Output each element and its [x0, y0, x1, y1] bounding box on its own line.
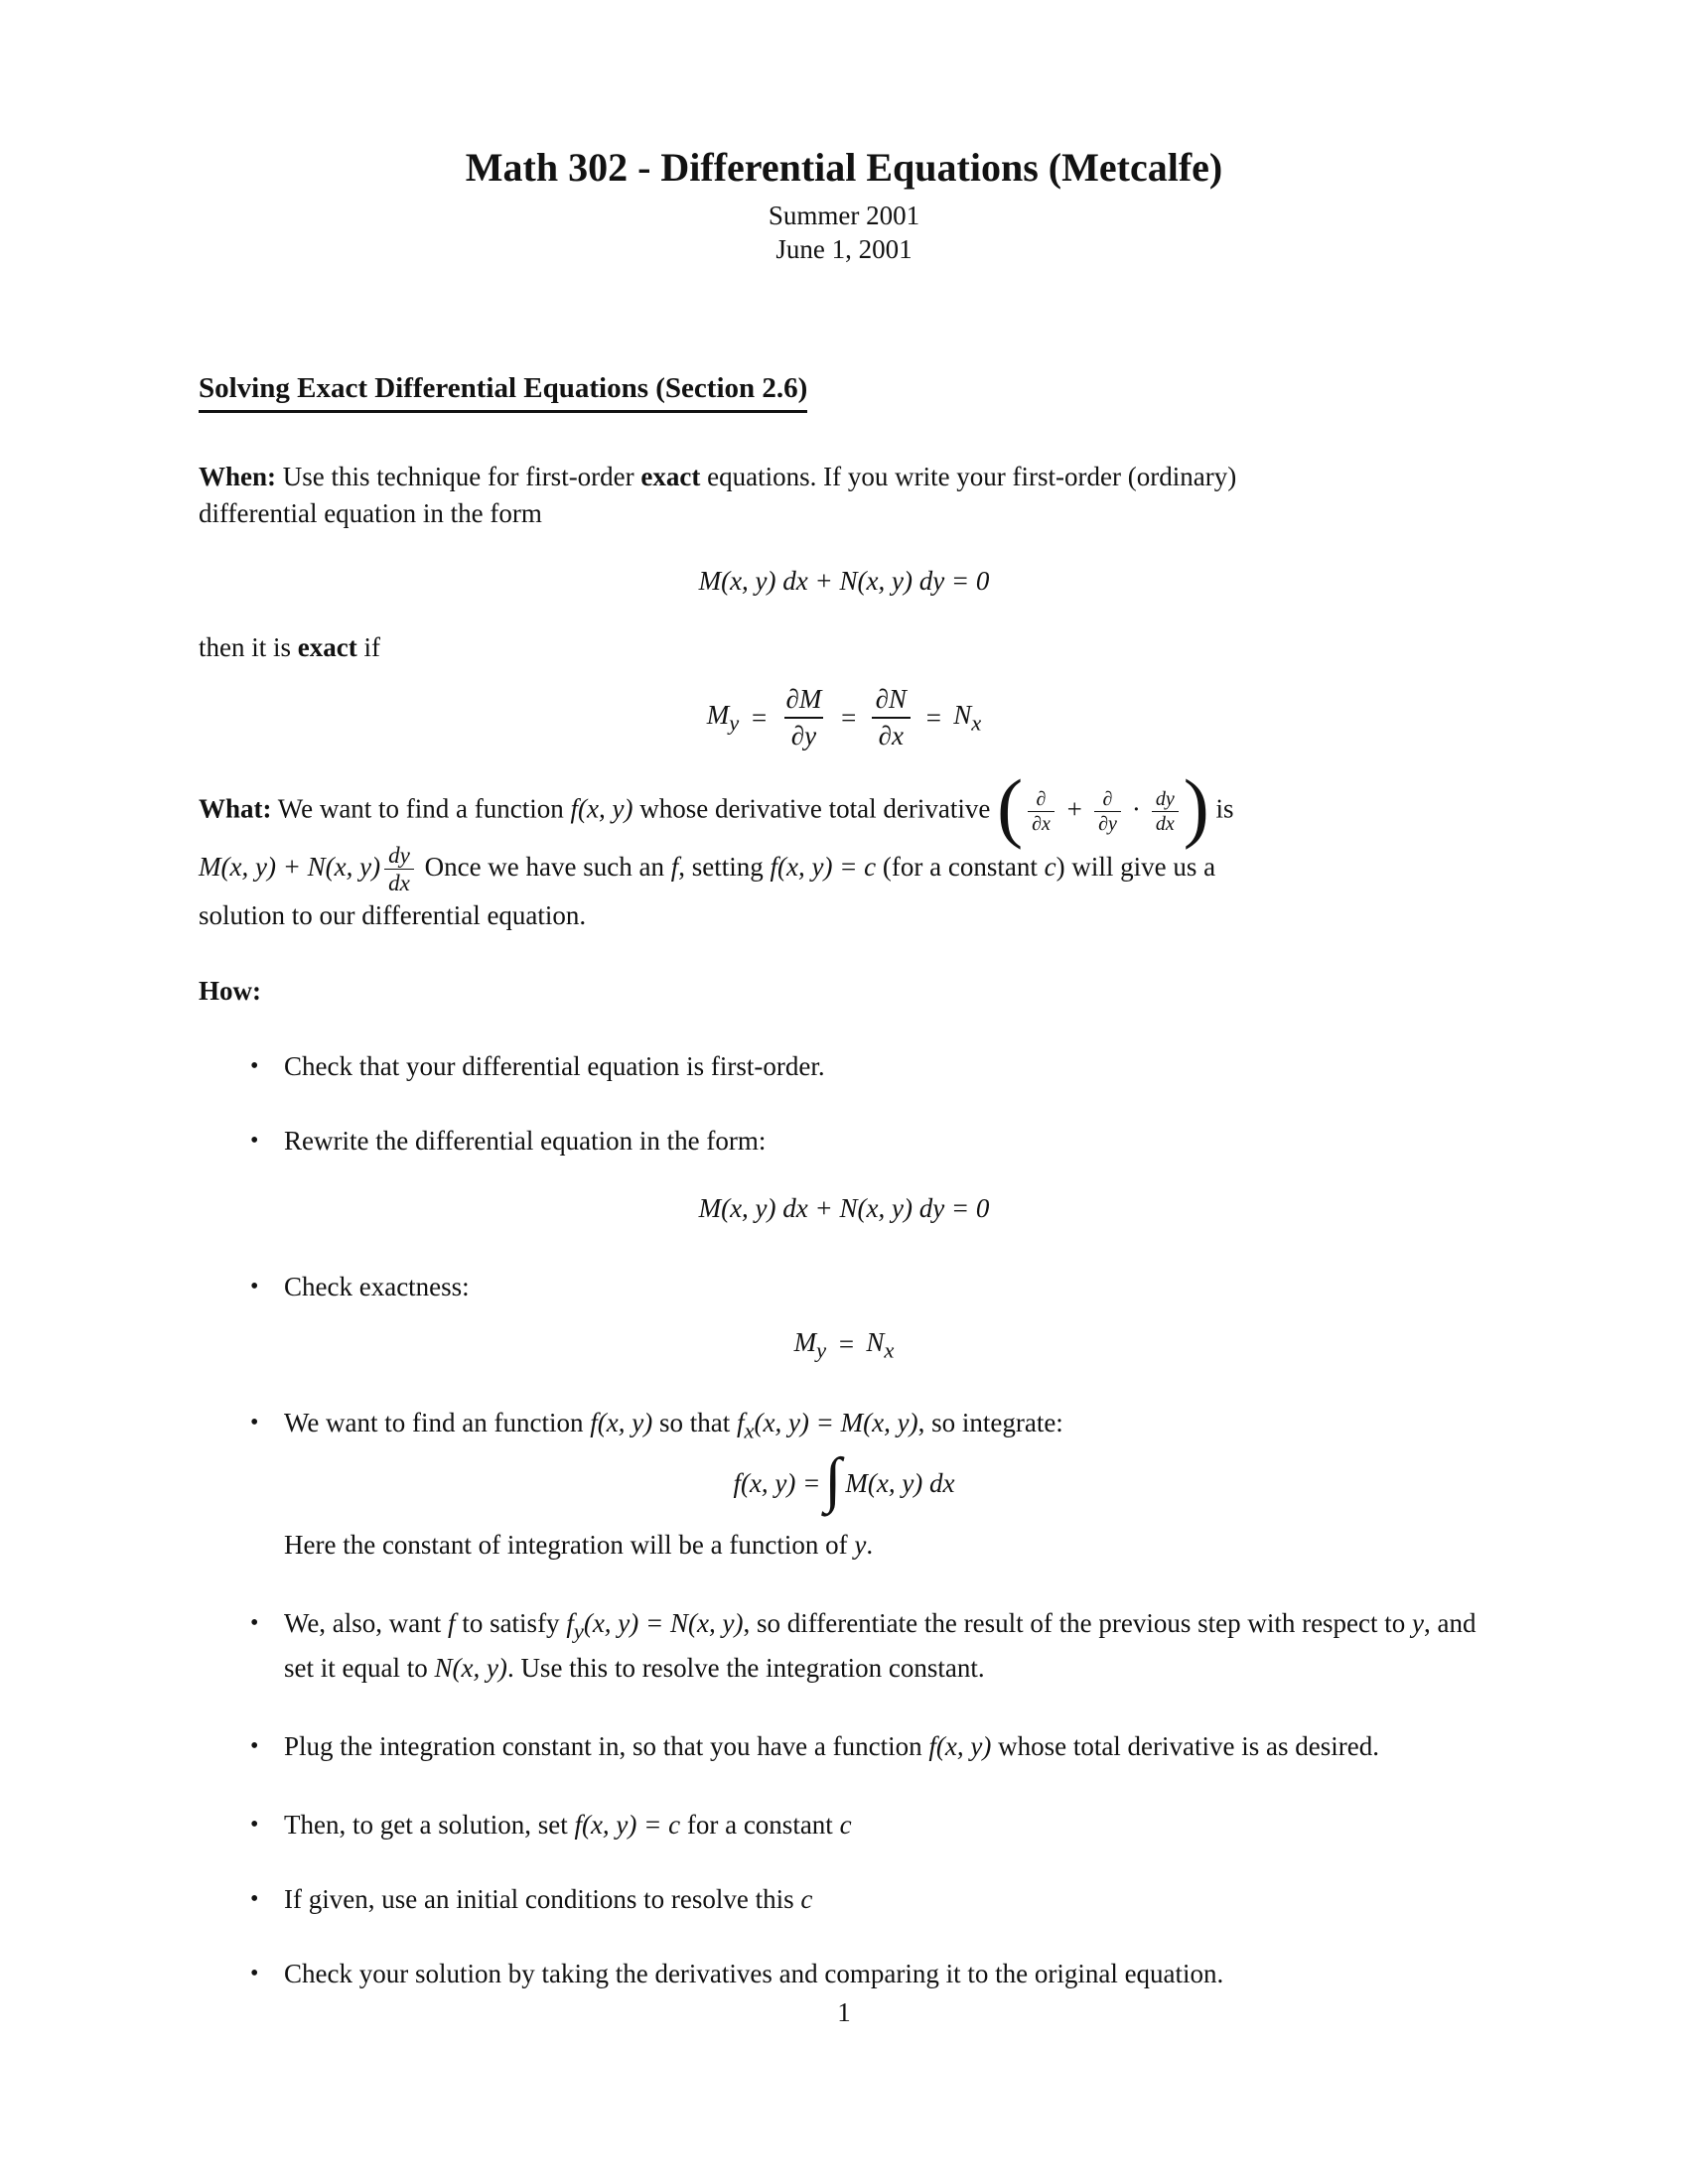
list-item [199, 1881, 1489, 1918]
equals-sign: = [750, 702, 769, 733]
header-block [199, 0, 1489, 266]
step-text: We want to find an function f(x, y) so that $f_x(x$, y) = M(x, y), so integrate: [284, 1408, 1063, 1443]
step-text: Plug the integration constant in, so that you have a function f(x, y) whose total derivative is as desired. [284, 1730, 1379, 1761]
equation-exactness-criterion [199, 682, 1489, 753]
step-text: Check your solution by taking the derivatives and comparing it to the original equation. [284, 1958, 1224, 1988]
what-text-6: (for a constant [876, 852, 1045, 883]
what-math-f: f [670, 852, 679, 883]
equation-my-nx [199, 1327, 1489, 1363]
term-label: Summer 2001 [768, 201, 920, 230]
then-line [199, 629, 1489, 666]
when-bold-exact: exact [640, 462, 701, 491]
bullet-icon: • [250, 1127, 259, 1154]
bullet-icon: • [250, 1610, 259, 1637]
step-text: Rewrite the differential equation in the form: [284, 1125, 767, 1156]
fraction-dN-dx: $\frac{\partial N}{\partial x}$ [869, 682, 914, 753]
eq-mn-rhs: $N_x$ [866, 1326, 895, 1363]
right-paren-icon: ) [1183, 762, 1209, 850]
fraction-d-dy: $\frac{\partial}{\partial y}$ [1094, 787, 1121, 836]
when-text-1: Use this technique for first-order [276, 462, 641, 491]
what-math-fxy: f(x, y) [570, 793, 633, 824]
section-heading: Solving Exact Differential Equations (Section 2.6) [199, 371, 807, 413]
bullet-icon: • [250, 1960, 259, 1986]
list-item [199, 1728, 1489, 1765]
then-text-2: if [356, 632, 380, 662]
fraction-dM-dy: $\frac{\partial M}{\partial y}$ [779, 682, 829, 753]
step-text: Check that your differential equation is first-order. [284, 1050, 825, 1081]
what-text-2: whose derivative total derivative [633, 793, 998, 824]
page-number: 1 [837, 1997, 851, 2027]
eq-exact-lhs: $M_y$ [706, 699, 740, 736]
step-text: We, also, want f to satisfy $f_y(x$, y) = N(x, y), so differentiate the result of the previous step with respect to y, and set it equal to N(x, y). Use this to resolve the integration constant. [284, 1608, 1477, 1683]
eq-exact-rhs: $N_x$ [953, 699, 982, 736]
list-item [199, 1048, 1489, 1085]
list-item [199, 1269, 1489, 1305]
list-item [199, 1956, 1489, 1992]
integration-note: Here the constant of integration will be a function of y. [284, 1530, 874, 1561]
fraction-d-dx: $\frac{\partial}{\partial x}$ [1028, 787, 1055, 836]
fraction-dy-dx-2: $\frac{dy}{dx}$ [384, 842, 414, 897]
date-label: June 1, 2001 [775, 234, 913, 264]
step-text: If given, use an initial conditions to resolve this c [284, 1883, 813, 1914]
equals-sign: = [839, 702, 858, 733]
bullet-icon: • [250, 1052, 259, 1079]
plus-sign: + [1064, 793, 1084, 824]
cdot-sign: · [1131, 793, 1141, 824]
bullet-icon: • [250, 1811, 259, 1838]
what-paragraph [199, 762, 1489, 934]
eq-int-rhs: M(x, y) dx [845, 1468, 955, 1499]
eq-int-lhs: f(x, y) = [733, 1468, 821, 1499]
section-heading-row [199, 371, 1489, 413]
then-text-1: then it is [199, 632, 298, 662]
left-paren-icon: ( [997, 762, 1024, 850]
equals-sign: = [923, 702, 943, 733]
what-math-c: c [1044, 852, 1056, 883]
page-title: Math 302 - Differential Equations (Metcalfe) [465, 145, 1223, 190]
equation-rewrite-form [199, 1189, 1489, 1227]
bullet-icon: • [250, 1273, 259, 1299]
when-paragraph [199, 459, 1489, 532]
equals-sign: = [837, 1329, 856, 1360]
step-text: Check exactness: [284, 1271, 470, 1301]
what-math-fxy-c: f(x, y) = c [770, 852, 877, 883]
when-label: When: [199, 462, 277, 491]
list-item [199, 1807, 1489, 1843]
bullet-icon: • [250, 1410, 259, 1436]
eq-mn-lhs: $M_y$ [793, 1326, 827, 1363]
what-text-4: Once we have such an [417, 852, 671, 883]
equation-rewrite-form-text: M(x, y) dx + N(x, y) dy = 0 [698, 1192, 990, 1223]
what-text-5: , setting [678, 852, 771, 883]
when-line-2: differential equation in the form [199, 498, 542, 528]
equation-differential-form-text: M(x, y) dx + N(x, y) dy = 0 [698, 566, 990, 596]
what-line-3: solution to our differential equation. [199, 899, 587, 930]
what-text-3: is [1208, 793, 1234, 824]
what-line-1 [199, 762, 1489, 850]
fraction-dy-dx: $\frac{dy}{dx}$ [1152, 787, 1179, 836]
equation-integral: f(x, y) = ∫ M(x, y) dx [733, 1445, 955, 1514]
what-text-1: We want to find a function [271, 793, 571, 824]
what-line-2 [199, 842, 1489, 897]
what-text-7: ) will give us a [1055, 852, 1216, 883]
when-text-2: equations. If you write your first-order (ordinary) [700, 462, 1237, 491]
list-item [199, 1405, 1489, 1448]
how-label: How: [199, 975, 261, 1006]
when-line-1 [199, 459, 1489, 495]
list-item [199, 1123, 1489, 1160]
what-math-MN: M(x, y) + N(x, y) [199, 852, 381, 883]
what-label: What: [199, 793, 272, 824]
then-bold-exact: exact [297, 632, 357, 662]
step-text: Then, to get a solution, set f(x, y) = c for a constant c [284, 1809, 852, 1840]
equation-differential-form [199, 562, 1489, 600]
list-item [199, 1605, 1489, 1686]
bullet-icon: • [250, 1885, 259, 1912]
bullet-icon: • [250, 1732, 259, 1759]
